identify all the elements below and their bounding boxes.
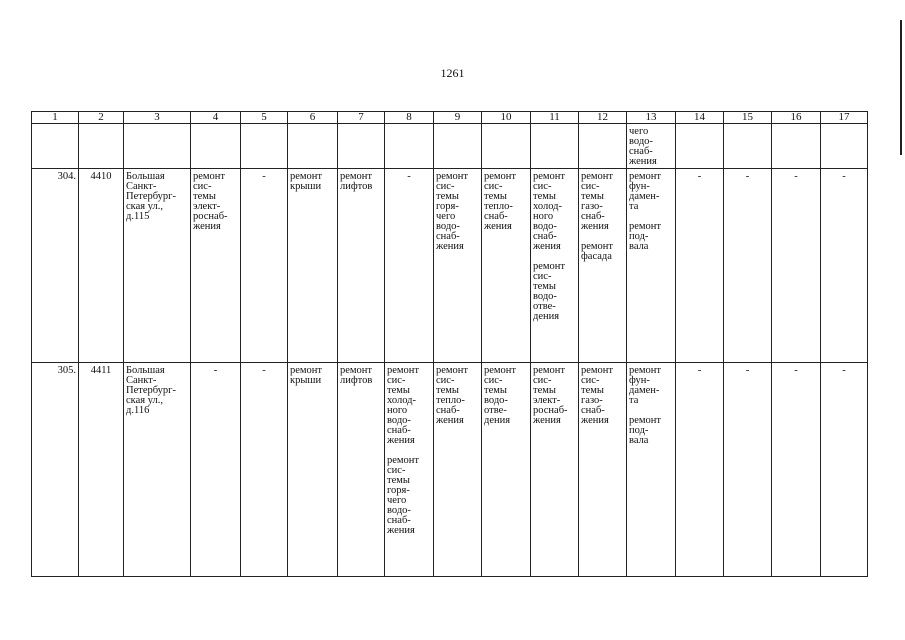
cell-col-14: [676, 169, 724, 363]
margin-bar: [900, 20, 902, 155]
cell-entry: ремонт под- вала: [629, 415, 662, 446]
column-number-row: [32, 112, 868, 124]
cell-entry: ремонт сис- темы тепло- снаб- жения: [484, 171, 517, 232]
cell-entry: ремонт сис- темы горя- чего водо- снаб- жения: [387, 455, 420, 536]
cell-entry: -: [407, 171, 411, 182]
column-header-2: 2: [79, 112, 124, 124]
row-number: [32, 169, 79, 363]
building-code: [79, 169, 124, 363]
column-header-10: 10: [482, 112, 531, 124]
address-cell: [124, 169, 191, 363]
cell-col-10: [482, 169, 531, 363]
cell-col-4: [191, 363, 241, 577]
column-header-6: 6: [288, 112, 338, 124]
column-header-17: 17: [821, 112, 868, 124]
cell-entry: -: [794, 171, 798, 182]
cell-col-5: [241, 169, 288, 363]
cell-col-8: [385, 363, 434, 577]
row-number: [32, 363, 79, 577]
cell-col-12: [579, 363, 627, 577]
cell-entry: ремонт сис- темы водо- отве- дения: [484, 365, 517, 426]
cell-entry: 4410: [90, 171, 112, 182]
column-header-1: 1: [32, 112, 79, 124]
cell-col-15: [724, 169, 772, 363]
cell-col-11: [531, 363, 579, 577]
cell-entry: -: [262, 171, 266, 182]
cell-entry: Большая Санкт- Петербург- ская ул., д.115: [126, 171, 176, 222]
cell-entry: ремонт сис- темы элект- роснаб- жения: [533, 365, 568, 426]
cell-entry: ремонт фун- дамен- та: [629, 365, 662, 406]
repair-table: [31, 111, 868, 577]
cell-entry: ремонт сис- темы тепло- снаб- жения: [436, 365, 469, 426]
page-number: 1261: [440, 66, 465, 80]
cell-entry: 304.: [57, 171, 76, 182]
cell-col-8: [385, 169, 434, 363]
address-cell: [124, 363, 191, 577]
cell-entry: ремонт сис- темы холод- ного водо- снаб- жения: [387, 365, 420, 446]
cell-col-14: [676, 363, 724, 577]
cell-entry: 305.: [57, 365, 76, 376]
cell-entry: ремонт сис- темы водо- отве- дения: [533, 261, 566, 322]
cell-col-13: [627, 363, 676, 577]
cell-col-6: [288, 363, 338, 577]
column-header-8: 8: [385, 112, 434, 124]
cell-entry: -: [745, 365, 750, 376]
cell-col-15: [724, 363, 772, 577]
column-header-12: 12: [579, 112, 627, 124]
cell-entry: ремонт сис- темы элект- роснаб- жения: [193, 171, 228, 232]
cell-col-9: [434, 363, 482, 577]
cell-col-7: [338, 169, 385, 363]
cell-entry: ремонт лифтов: [340, 365, 373, 386]
cell-entry: -: [697, 365, 702, 376]
column-header-11: 11: [531, 112, 579, 124]
cell-entry: -: [842, 365, 846, 376]
cell-col-9: [434, 169, 482, 363]
table-row: [32, 363, 868, 577]
column-header-9: 9: [434, 112, 482, 124]
cell-col-12: [579, 169, 627, 363]
cell-entry: ремонт лифтов: [340, 171, 373, 192]
column-header-4: 4: [191, 112, 241, 124]
cell-entry: ремонт крыши: [290, 365, 323, 386]
cell-entry: -: [262, 365, 266, 376]
cell-entry: ремонт сис- темы холод- ного водо- снаб- жения: [533, 171, 566, 252]
continuation-cell-13: [627, 124, 676, 169]
cell-col-5: [241, 363, 288, 577]
cell-entry: -: [794, 365, 798, 376]
column-header-15: 15: [724, 112, 772, 124]
cell-entry: -: [745, 171, 750, 182]
column-header-13: 13: [627, 112, 676, 124]
cell-entry: ремонт сис- темы газо- снаб- жения: [581, 171, 614, 232]
cell-col-4: [191, 169, 241, 363]
column-header-7: 7: [338, 112, 385, 124]
cell-col-17: [821, 169, 868, 363]
column-header-14: 14: [676, 112, 724, 124]
cell-entry: ремонт сис- темы газо- снаб- жения: [581, 365, 614, 426]
cell-entry: 4411: [90, 365, 112, 376]
cell-entry: Большая Санкт- Петербург- ская ул., д.116: [126, 365, 176, 416]
cell-entry: -: [697, 171, 702, 182]
cell-col-10: [482, 363, 531, 577]
cell-col-13: [627, 169, 676, 363]
cell-entry: ремонт фун- дамен- та: [629, 171, 662, 212]
cell-col-17: [821, 363, 868, 577]
column-header-3: 3: [124, 112, 191, 124]
cell-entry: ремонт крыши: [290, 171, 323, 192]
cell-col-7: [338, 363, 385, 577]
cell-col-6: [288, 169, 338, 363]
cell-text: чего водо- снаб- жения: [629, 126, 657, 167]
cell-entry: -: [842, 171, 846, 182]
table-row: [32, 169, 868, 363]
continuation-row: [32, 124, 868, 169]
cell-entry: ремонт сис- темы горя- чего водо- снаб- жения: [436, 171, 469, 252]
cell-col-16: [772, 363, 821, 577]
cell-entry: ремонт фасада: [581, 241, 614, 262]
column-header-16: 16: [772, 112, 821, 124]
cell-entry: ремонт под- вала: [629, 221, 662, 252]
cell-col-16: [772, 169, 821, 363]
column-header-5: 5: [241, 112, 288, 124]
cell-entry: -: [213, 365, 218, 376]
building-code: [79, 363, 124, 577]
cell-col-11: [531, 169, 579, 363]
